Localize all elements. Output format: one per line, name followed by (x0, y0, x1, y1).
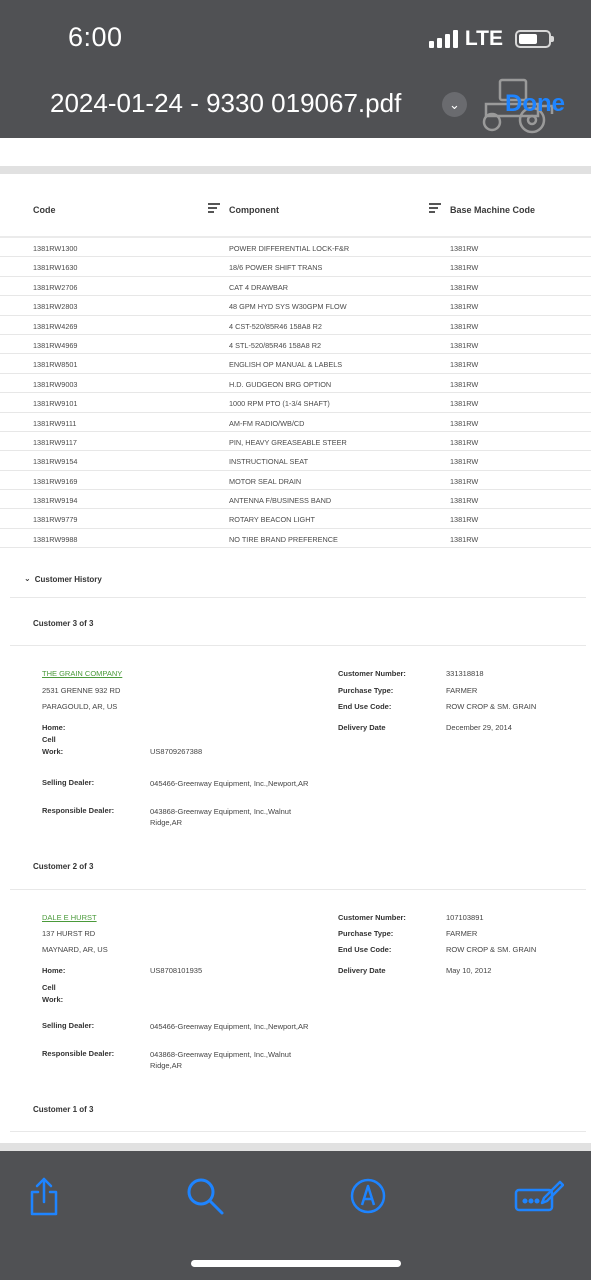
row-code: 1381RW4269 (33, 321, 78, 331)
purchase-type-label: Purchase Type: (338, 686, 394, 695)
row-code: 1381RW9111 (33, 418, 77, 428)
row-code: 1381RW9779 (33, 515, 78, 525)
customer-3-delivery-date: December 29, 2014 (446, 723, 512, 732)
table-row (0, 432, 591, 451)
row-base-machine-code: 1381RW (450, 379, 479, 389)
signal-icon (429, 30, 458, 48)
work-label: Work: (42, 747, 64, 756)
row-code: 1381RW9003 (33, 379, 78, 389)
divider (10, 597, 586, 598)
customer-3-address2: PARAGOULD, AR, US (42, 702, 118, 711)
row-base-machine-code: 1381RW (450, 340, 479, 350)
row-component: INSTRUCTIONAL SEAT (229, 457, 309, 467)
table-row (0, 277, 591, 296)
page-divider (0, 1143, 591, 1151)
row-component: ROTARY BEACON LIGHT (229, 515, 315, 525)
row-base-machine-code: 1381RW (450, 476, 479, 486)
row-code: 1381RW4969 (33, 340, 78, 350)
table-row (0, 296, 591, 315)
row-base-machine-code: 1381RW (450, 515, 479, 525)
row-code: 1381RW9154 (33, 457, 78, 467)
row-component: ANTENNA F/BUSINESS BAND (229, 496, 332, 506)
table-row (0, 316, 591, 335)
customer-3-name-link[interactable]: THE GRAIN COMPANY (42, 669, 123, 678)
customer-2-home-phone: US8708101935 (150, 966, 203, 975)
battery-icon (515, 30, 551, 48)
table-row (0, 413, 591, 432)
table-row (0, 354, 591, 373)
row-code: 1381RW2706 (33, 282, 78, 292)
row-component: NO TIRE BRAND PREFERENCE (229, 534, 338, 544)
responsible-dealer-label: Responsible Dealer: (42, 1049, 115, 1058)
row-code: 1381RW9988 (33, 534, 78, 544)
row-code: 1381RW9117 (33, 437, 77, 447)
selling-dealer-label: Selling Dealer: (42, 1021, 95, 1030)
customer-3-selling-dealer: 045466-Greenway Equipment, Inc.,Newport,AR (150, 779, 309, 788)
customer-3-responsible-dealer: 043868-Greenway Equipment, Inc.,Walnut Ridge,AR (150, 807, 292, 827)
row-code: 1381RW8501 (33, 360, 78, 370)
status-time: 6:00 (68, 22, 123, 52)
component-table-body (0, 238, 591, 548)
purchase-type-label: Purchase Type: (338, 929, 394, 938)
row-code: 1381RW2803 (33, 302, 78, 312)
customer-number-label: Customer Number: (338, 669, 406, 678)
table-row (0, 238, 591, 257)
row-component: 18/6 POWER SHIFT TRANS (229, 263, 323, 273)
row-component: CAT 4 DRAWBAR (229, 282, 289, 292)
customer-history-toggle[interactable] (24, 575, 102, 584)
customer-2-delivery-date: May 10, 2012 (446, 966, 492, 975)
table-row (0, 374, 591, 393)
customer-3-title: Customer 3 of 3 (33, 619, 94, 628)
table-row (0, 335, 591, 354)
row-component: MOTOR SEAL DRAIN (229, 476, 302, 486)
row-base-machine-code: 1381RW (450, 457, 479, 467)
row-component: POWER DIFFERENTIAL LOCK-F&R (229, 244, 350, 253)
header-base-machine-code: Base Machine Code (450, 205, 536, 215)
divider (10, 1131, 586, 1132)
row-code: 1381RW9194 (33, 496, 78, 506)
customer-2-number: 107103891 (446, 913, 484, 922)
cell-label: Cell (42, 735, 56, 744)
row-component: ENGLISH OP MANUAL & LABELS (229, 360, 343, 370)
customer-3-number: 331318818 (446, 669, 484, 678)
header-component: Component (229, 205, 279, 215)
row-component: 4 STL-520/85R46 158A8 R2 (229, 340, 322, 350)
row-component: 48 GPM HYD SYS W30GPM FLOW (229, 302, 347, 312)
row-base-machine-code: 1381RW (450, 282, 479, 292)
cell-label: Cell (42, 983, 56, 992)
row-base-machine-code: 1381RW (450, 399, 479, 409)
end-use-code-label: End Use Code: (338, 702, 392, 711)
row-base-machine-code: 1381RW (450, 302, 479, 312)
divider (10, 889, 586, 890)
table-row (0, 471, 591, 490)
work-label: Work: (42, 995, 64, 1004)
row-component: PIN, HEAVY GREASEABLE STEER (229, 437, 347, 447)
responsible-dealer-label: Responsible Dealer: (42, 806, 115, 815)
row-base-machine-code: 1381RW (450, 496, 479, 506)
row-base-machine-code: 1381RW (450, 437, 479, 447)
done-button[interactable]: Done (505, 90, 565, 117)
table-header (0, 195, 591, 238)
customer-1-title: Customer 1 of 3 (33, 1105, 94, 1114)
row-code: 1381RW1630 (33, 263, 78, 273)
row-base-machine-code: 1381RW (450, 534, 479, 544)
row-base-machine-code: 1381RW (450, 244, 479, 253)
chevron-down-icon: ⌄ (24, 574, 31, 583)
table-row (0, 257, 591, 276)
top-bar (0, 0, 591, 138)
customer-2-selling-dealer: 045466-Greenway Equipment, Inc.,Newport,AR (150, 1022, 309, 1031)
sort-icon[interactable] (208, 203, 220, 215)
end-use-code-label: End Use Code: (338, 945, 392, 954)
customer-3-address1: 2531 GRENNE 932 RD (42, 686, 121, 695)
delivery-date-label: Delivery Date (338, 723, 386, 732)
row-base-machine-code: 1381RW (450, 321, 479, 331)
sort-icon[interactable] (429, 203, 441, 215)
share-icon[interactable] (24, 1176, 64, 1216)
row-component: AM-FM RADIO/WB/CD (229, 418, 305, 428)
bottom-toolbar (0, 1151, 591, 1280)
home-indicator[interactable] (191, 1260, 401, 1267)
row-base-machine-code: 1381RW (450, 360, 479, 370)
table-row (0, 509, 591, 528)
customer-2-purchase-type: FARMER (446, 929, 478, 938)
table-row (0, 393, 591, 412)
delivery-date-label: Delivery Date (338, 966, 386, 975)
fill-sign-icon[interactable] (514, 1176, 564, 1216)
table-row (0, 529, 591, 548)
status-indicators (429, 27, 551, 51)
divider (10, 645, 586, 646)
customer-2-address1: 137 HURST RD (42, 929, 96, 938)
table-row (0, 451, 591, 470)
document-title[interactable]: 2024-01-24 - 9330 019067.pdf (50, 88, 402, 118)
row-code: 1381RW9169 (33, 476, 78, 486)
page-divider (0, 166, 591, 174)
search-icon[interactable] (185, 1176, 225, 1216)
customer-2-name-link[interactable]: DALE E HURST (42, 913, 97, 922)
customer-2-title: Customer 2 of 3 (33, 862, 94, 871)
customer-2-address2: MAYNARD, AR, US (42, 945, 108, 954)
row-component: 1000 RPM PTO (1-3/4 SHAFT) (229, 399, 330, 409)
network-label: LTE (464, 27, 503, 50)
row-component: H.D. GUDGEON BRG OPTION (229, 379, 332, 389)
row-code: 1381RW9101 (33, 399, 78, 409)
row-code: 1381RW1300 (33, 244, 78, 253)
chevron-down-icon[interactable]: ⌄ (442, 92, 467, 117)
home-label: Home: (42, 966, 66, 975)
pdf-page[interactable] (0, 138, 591, 1151)
header-code: Code (33, 205, 56, 215)
row-base-machine-code: 1381RW (450, 263, 479, 273)
selling-dealer-label: Selling Dealer: (42, 778, 95, 787)
customer-history-heading: Customer History (34, 575, 102, 584)
customer-2-responsible-dealer: 043868-Greenway Equipment, Inc.,Walnut Ridge,AR (150, 1050, 292, 1070)
home-label: Home: (42, 723, 66, 732)
customer-number-label: Customer Number: (338, 913, 406, 922)
customer-3-purchase-type: FARMER (446, 686, 478, 695)
customer-3-work-phone: US8709267388 (150, 747, 203, 756)
table-row (0, 490, 591, 509)
row-component: 4 CST-520/85R46 158A8 R2 (229, 321, 322, 331)
customer-3-end-use-code: ROW CROP & SM. GRAIN (446, 702, 537, 711)
row-base-machine-code: 1381RW (450, 418, 479, 428)
markup-pen-icon[interactable] (348, 1176, 388, 1216)
customer-2-end-use-code: ROW CROP & SM. GRAIN (446, 945, 537, 954)
